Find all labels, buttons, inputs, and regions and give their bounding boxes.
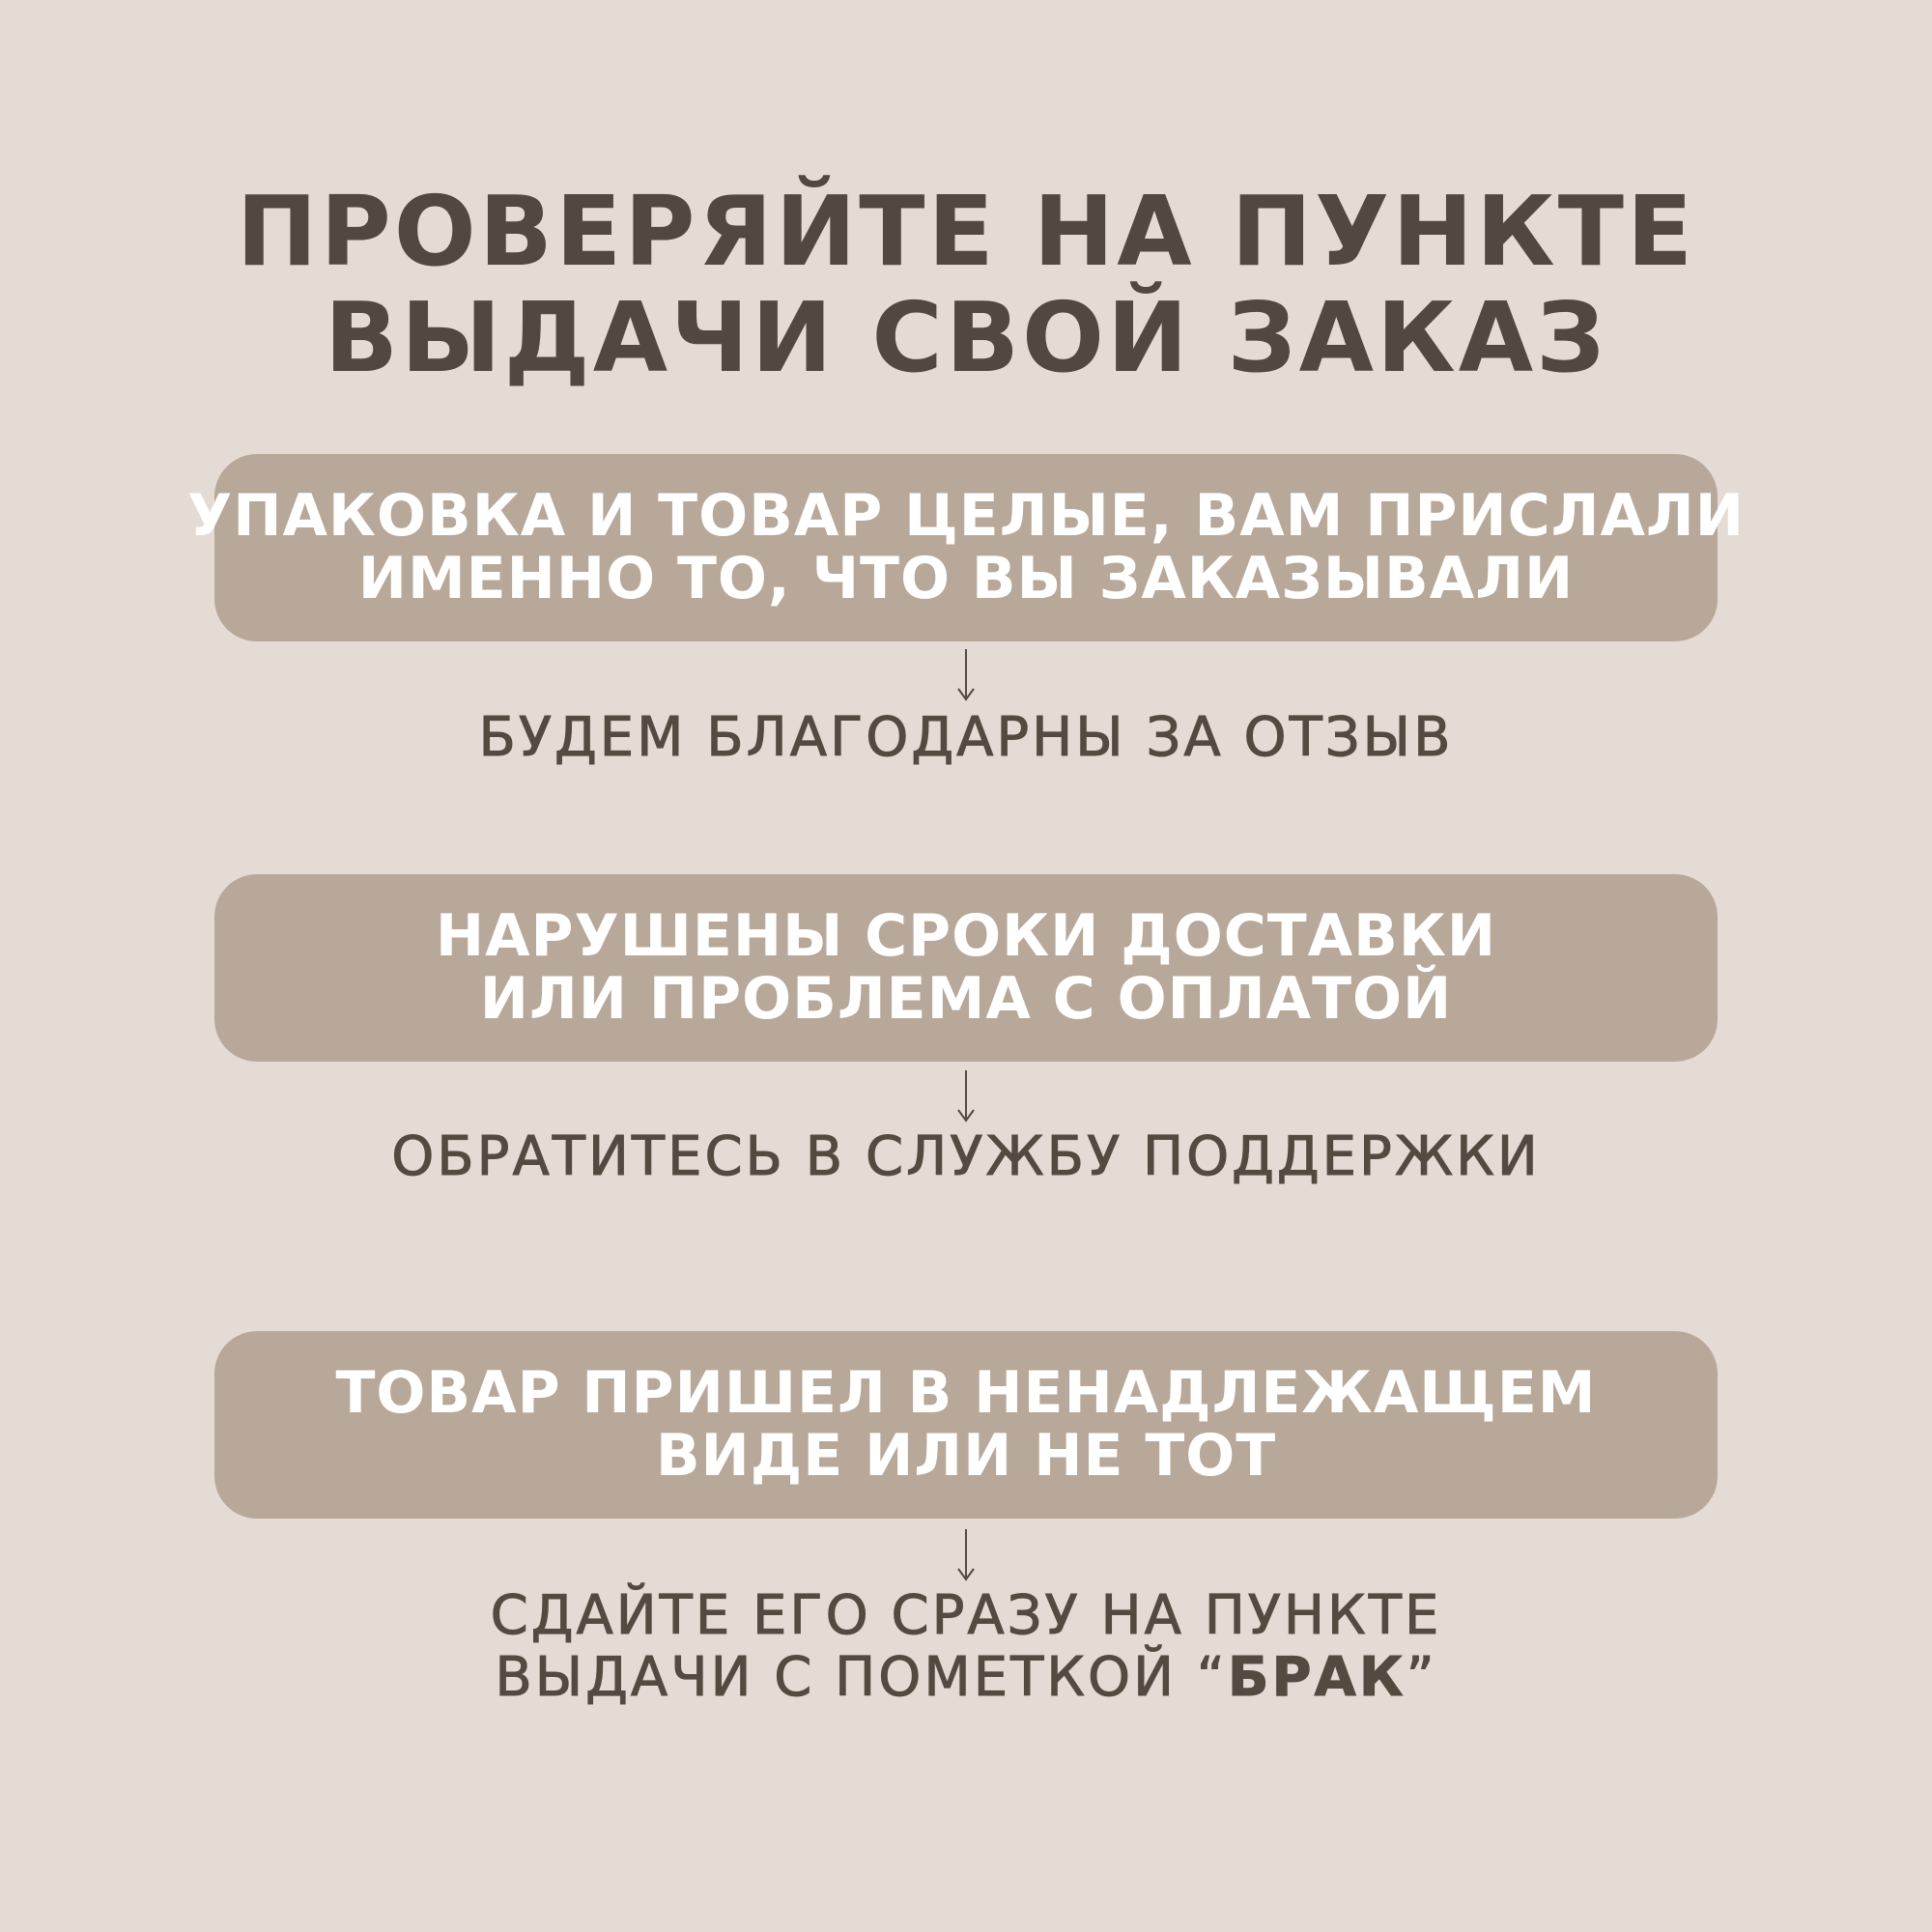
step-card-3 <box>214 1331 1718 1519</box>
step-card-1-line-1: УПАКОВКА И ТОВАР ЦЕЛЫЕ, ВАМ ПРИСЛАЛИ <box>187 482 1745 550</box>
page-title <box>0 175 1932 394</box>
step-note-3-line-1: СДАЙТЕ ЕГО СРАЗУ НА ПУНКТЕ <box>490 1584 1442 1647</box>
step-card-1 <box>187 454 1745 641</box>
arrow-down-icon <box>952 649 980 701</box>
defect-mark-label: БРАК <box>1227 1646 1406 1709</box>
arrow-down-icon <box>952 1529 980 1581</box>
step-note-1-line-1: БУДЕМ БЛАГОДАРНЫ ЗА ОТЗЫВ <box>478 706 1454 769</box>
step-note-2 <box>0 1126 1932 1188</box>
page-title-line-1: ПРОВЕРЯЙТЕ НА ПУНКТЕ <box>236 175 1696 288</box>
step-card-2 <box>214 874 1718 1062</box>
step-note-3-line-2-prefix: ВЫДАЧИ С ПОМЕТКОЙ “ <box>495 1646 1228 1709</box>
step-note-2-line-1: ОБРАТИТЕСЬ В СЛУЖБУ ПОДДЕРЖКИ <box>391 1125 1541 1188</box>
step-note-3 <box>0 1585 1932 1709</box>
step-note-3-line-2-suffix: ” <box>1406 1646 1437 1709</box>
step-note-1 <box>0 707 1932 769</box>
step-card-2-line-1: НАРУШЕНЫ СРОКИ ДОСТАВКИ <box>435 902 1497 970</box>
arrow-down-icon <box>952 1070 980 1122</box>
step-card-1-line-2: ИМЕННО ТО, ЧТО ВЫ ЗАКАЗЫВАЛИ <box>357 545 1575 612</box>
step-note-3-line-2 <box>0 1647 1932 1709</box>
step-card-3-line-2: ВИДЕ ИЛИ НЕ ТОТ <box>655 1422 1277 1490</box>
page-title-line-2: ВЫДАЧИ СВОЙ ЗАКАЗ <box>324 281 1608 394</box>
step-card-2-line-2: ИЛИ ПРОБЛЕМА С ОПЛАТОЙ <box>479 965 1453 1033</box>
step-card-3-line-1: ТОВАР ПРИШЕЛ В НЕНАДЛЕЖАЩЕМ <box>335 1359 1597 1427</box>
